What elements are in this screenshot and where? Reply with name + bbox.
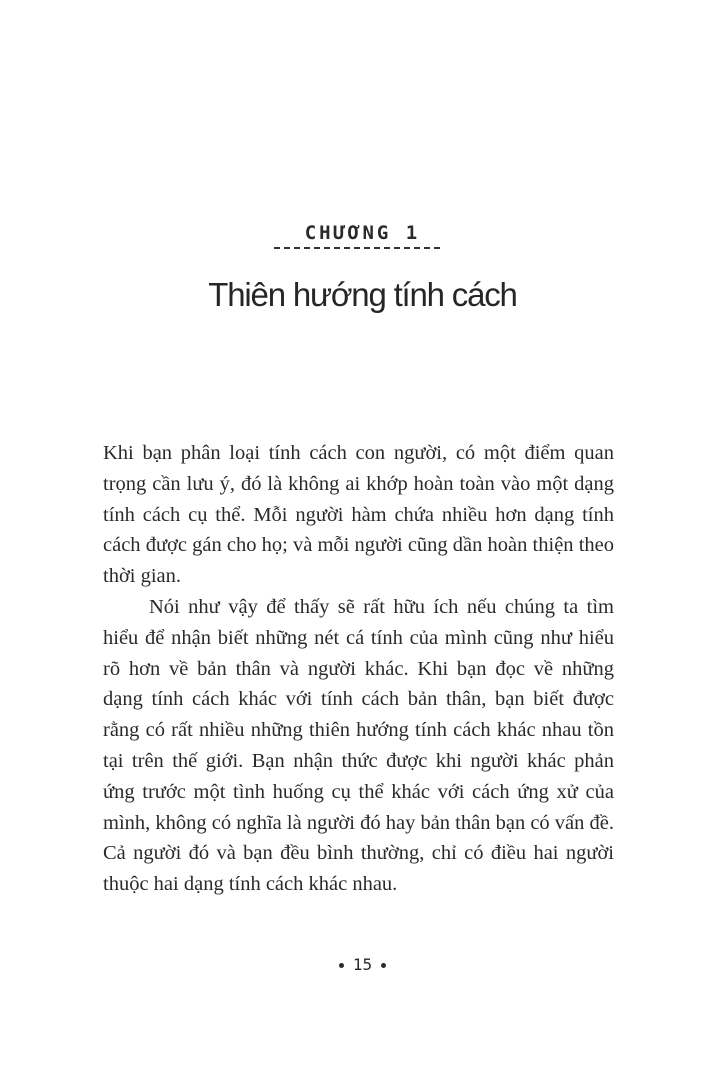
page-number: 15: [352, 955, 373, 974]
page-number-footer: [0, 955, 725, 974]
chapter-label: CHƯƠNG 1: [304, 222, 421, 244]
bullet-dot-icon: [339, 963, 344, 968]
chapter-title: Thiên hướng tính cách: [208, 276, 517, 313]
body-text: [103, 438, 614, 900]
bullet-dot-icon: [381, 963, 386, 968]
paragraph-1: Khi bạn phân loại tính cách con người, có một điểm quan trọng cần lưu ý, đó là không ai khớp hoàn toàn vào một dạng tính cách cụ thể. Mỗi người hàm chứa nhiều hơn dạng tính cách được gán cho họ; và mỗi người cũng dần hoàn thiện theo thời gian.: [103, 442, 614, 588]
chapter-divider: [274, 247, 440, 249]
paragraph-2: Nói như vậy để thấy sẽ rất hữu ích nếu chúng ta tìm hiểu để nhận biết những nét cá tính của mình cũng như hiểu rõ hơn về bản thân và người khác. Khi bạn đọc về những dạng tính cách khác với tính cách bản thân, bạn biết được rằng có rất nhiều những thiên hướng tính cách khác nhau tồn tại trên thế giới. Bạn nhận thức được khi người khác phản ứng trước một tình huống cụ thể khác với cách ứng xử của mình, không có nghĩa là người đó hay bản thân bạn có vấn đề. Cả người đó và bạn đều bình thường, chỉ có điều hai người thuộc hai dạng tính cách khác nhau.: [103, 595, 614, 896]
